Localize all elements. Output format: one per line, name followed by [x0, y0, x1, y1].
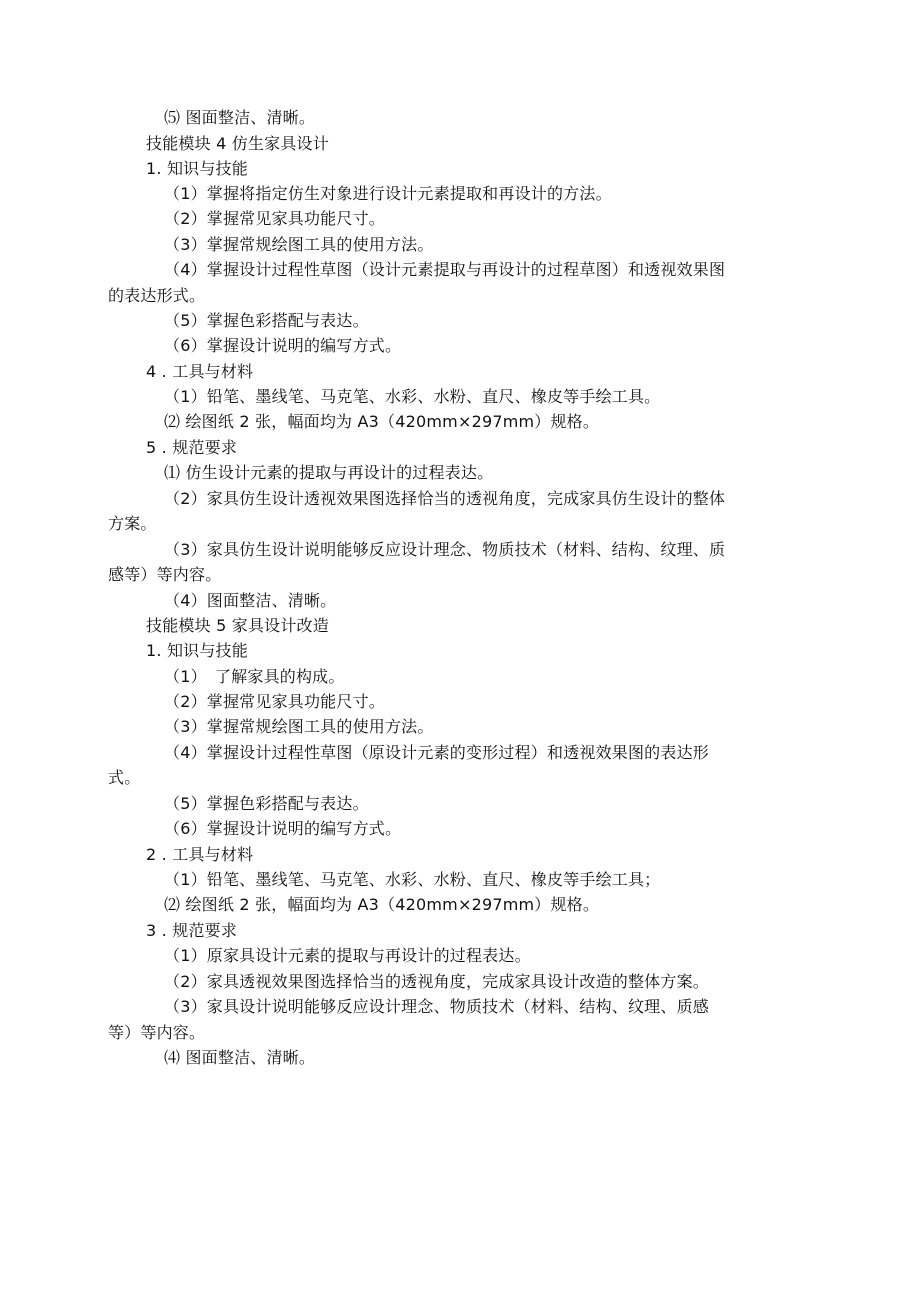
- list-item-continuation: 的表达形式。: [108, 286, 206, 305]
- list-item-continuation: 式。: [108, 768, 141, 787]
- list-item: （3）掌握常规绘图工具的使用方法。: [164, 235, 434, 254]
- list-item: （2）掌握常见家具功能尺寸。: [164, 692, 385, 711]
- section-heading: 技能模块 4 仿生家具设计: [146, 134, 329, 153]
- list-item: （6）掌握设计说明的编写方式。: [164, 819, 402, 838]
- list-item: （1）铅笔、墨线笔、马克笔、水彩、水粉、直尺、橡皮等手绘工具；: [164, 870, 661, 889]
- subsection-heading: 1. 知识与技能: [146, 159, 248, 178]
- list-item: （4）掌握设计过程性草图（原设计元素的变形过程）和透视效果图的表达形: [164, 743, 709, 762]
- subsection-heading: 2 . 工具与材料: [146, 845, 254, 864]
- list-item: （1）原家具设计元素的提取与再设计的过程表达。: [164, 946, 531, 965]
- list-item: ⑴ 仿生设计元素的提取与再设计的过程表达。: [164, 463, 494, 482]
- list-item-continuation: 方案。: [108, 514, 157, 533]
- list-item: （5）掌握色彩搭配与表达。: [164, 311, 369, 330]
- subsection-heading: 3 . 规范要求: [146, 921, 238, 940]
- list-item: ⑸ 图面整洁、清晰。: [164, 108, 316, 127]
- list-item: （3）家具设计说明能够反应设计理念、物质技术（材料、结构、纹理、质感: [164, 997, 709, 1016]
- list-item: （6）掌握设计说明的编写方式。: [164, 336, 402, 355]
- list-item: ⑵ 绘图纸 2 张，幅面均为 A3（420mm×297mm）规格。: [164, 412, 600, 431]
- subsection-heading: 5 . 规范要求: [146, 438, 238, 457]
- list-item: （3）家具仿生设计说明能够反应设计理念、物质技术（材料、结构、纹理、质: [164, 540, 726, 559]
- list-item: （1）掌握将指定仿生对象进行设计元素提取和再设计的方法。: [164, 184, 612, 203]
- section-heading: 技能模块 5 家具设计改造: [146, 616, 329, 635]
- list-item-continuation: 感等）等内容。: [108, 565, 222, 584]
- subsection-heading: 4 . 工具与材料: [146, 362, 254, 381]
- list-item: （2）家具透视效果图选择恰当的透视角度，完成家具设计改造的整体方案。: [164, 972, 709, 991]
- list-item: （4）图面整洁、清晰。: [164, 591, 337, 610]
- list-item: （1）铅笔、墨线笔、马克笔、水彩、水粉、直尺、橡皮等手绘工具。: [164, 387, 661, 406]
- list-item: ⑷ 图面整洁、清晰。: [164, 1048, 316, 1067]
- list-item-continuation: 等）等内容。: [108, 1023, 206, 1042]
- list-item: （1） 了解家具的构成。: [164, 667, 345, 686]
- subsection-heading: 1. 知识与技能: [146, 641, 248, 660]
- list-item: ⑵ 绘图纸 2 张，幅面均为 A3（420mm×297mm）规格。: [164, 895, 600, 914]
- list-item: （5）掌握色彩搭配与表达。: [164, 794, 369, 813]
- list-item: （3）掌握常规绘图工具的使用方法。: [164, 717, 434, 736]
- list-item: （4）掌握设计过程性草图（设计元素提取与再设计的过程草图）和透视效果图: [164, 260, 726, 279]
- list-item: （2）家具仿生设计透视效果图选择恰当的透视角度，完成家具仿生设计的整体: [164, 489, 726, 508]
- list-item: （2）掌握常见家具功能尺寸。: [164, 209, 385, 228]
